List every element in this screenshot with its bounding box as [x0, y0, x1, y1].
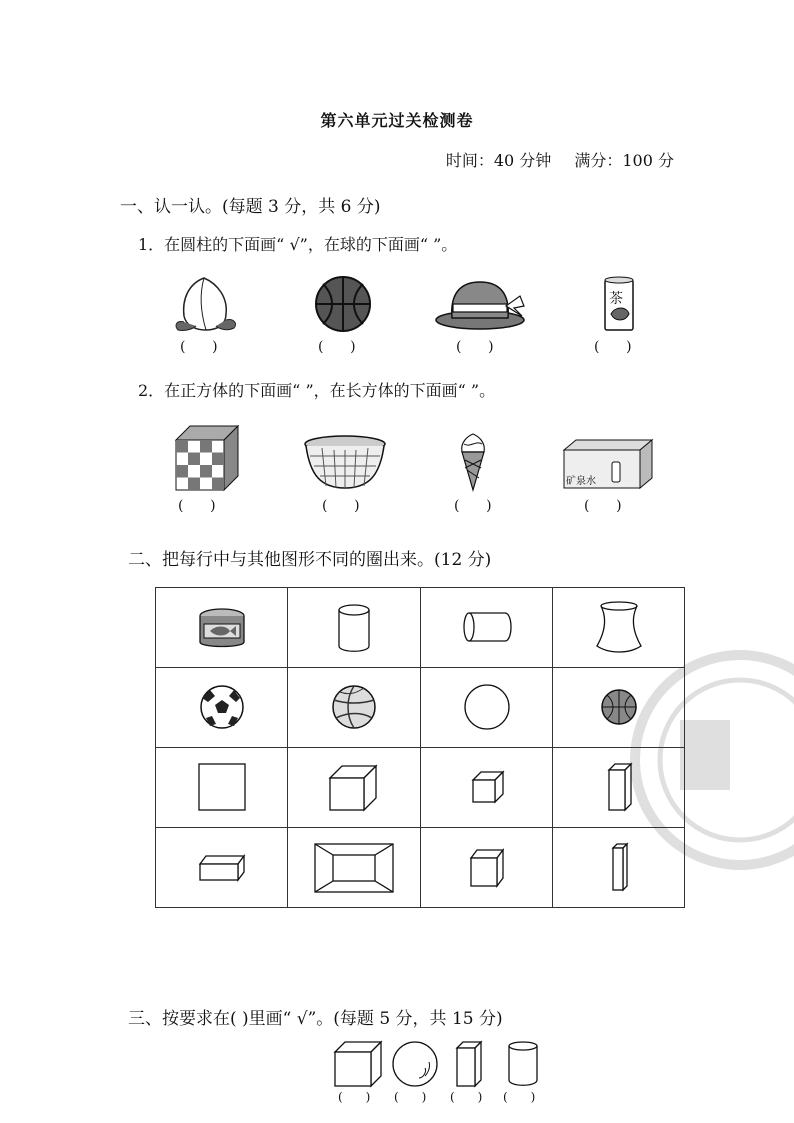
q1-answer-2[interactable]: ( ) [318, 339, 356, 355]
q2-answer-2[interactable]: ( ) [322, 498, 360, 514]
grid-cell[interactable] [420, 748, 552, 828]
frame-icon [288, 828, 420, 907]
grid-cell[interactable] [420, 668, 552, 748]
grid-cell[interactable] [420, 588, 552, 668]
grid-cell[interactable] [552, 748, 684, 828]
q2-answer-3[interactable]: ( ) [454, 498, 492, 514]
cylinder-upright-icon [288, 588, 420, 667]
square-icon [156, 748, 288, 827]
grid-cell[interactable] [552, 828, 684, 908]
q3-answer-1[interactable]: ( ) [338, 1090, 371, 1104]
full-score: 满分：100 分 [574, 151, 674, 170]
ice-cream-icon [458, 432, 488, 492]
section3-heading: 三、按要求在( )里画“ √”。(每题 5 分，共 15 分) [128, 1009, 503, 1029]
grid-cell[interactable] [156, 588, 288, 668]
q3-answer-2[interactable]: ( ) [394, 1090, 427, 1104]
flat-cuboid-icon [156, 828, 288, 907]
sphere-icon [391, 1040, 439, 1088]
grid-cell[interactable] [288, 748, 420, 828]
cuboid-icon [455, 1040, 485, 1088]
grid-cell[interactable] [552, 588, 684, 668]
page-title: 第六单元过关检测卷 [320, 111, 474, 130]
tall-cuboid-icon [553, 748, 685, 827]
fish-can-icon [156, 588, 288, 667]
tea-can-label: 茶 [609, 291, 623, 307]
q2-answer-4[interactable]: ( ) [584, 498, 622, 514]
soccer-ball-icon [156, 668, 288, 747]
grid-cell[interactable] [288, 668, 420, 748]
volleyball-icon [288, 668, 420, 747]
thin-prism-icon [553, 828, 685, 907]
grid-cell[interactable] [156, 828, 288, 908]
q3-answer-4[interactable]: ( ) [503, 1090, 536, 1104]
cube-icon [288, 748, 420, 827]
vase-icon [553, 588, 685, 667]
q2-text: 2．在正方体的下面画“ ”，在长方体的下面画“ ”。 [138, 381, 496, 400]
table-row [156, 588, 685, 668]
exam-meta [428, 148, 674, 171]
small-cube-icon [421, 748, 553, 827]
q2-answer-1[interactable]: ( ) [178, 498, 216, 514]
table-row [156, 828, 685, 908]
section1-heading: 一、认一认。(每题 3 分，共 6 分) [120, 197, 381, 217]
grid-cell[interactable] [420, 828, 552, 908]
q1-text: 1．在圆柱的下面画“ √”，在球的下面画“ ”。 [138, 235, 458, 254]
circle-icon [421, 668, 553, 747]
q1-answer-1[interactable]: ( ) [180, 339, 218, 355]
basket-icon [302, 434, 388, 492]
basketball-icon [553, 668, 685, 747]
cylinder-icon [506, 1040, 540, 1088]
grid-cell[interactable] [156, 668, 288, 748]
hat-icon [434, 276, 528, 332]
grid-cell[interactable] [552, 668, 684, 748]
q3-answer-3[interactable]: ( ) [450, 1090, 483, 1104]
section2-heading: 二、把每行中与其他图形不同的圈出来。(12 分) [128, 550, 492, 570]
cube-icon [421, 828, 553, 907]
grid-cell[interactable] [288, 828, 420, 908]
shape-grid [155, 587, 685, 908]
q1-answer-4[interactable]: ( ) [594, 339, 632, 355]
cube-icon [333, 1040, 383, 1088]
basketball-icon [313, 274, 373, 334]
water-box-label: 矿泉水 [566, 476, 596, 487]
peach-icon [170, 274, 240, 336]
grid-cell[interactable] [288, 588, 420, 668]
grid-cell[interactable] [156, 748, 288, 828]
table-row [156, 668, 685, 748]
cylinder-sideways-icon [421, 588, 553, 667]
time-limit: 时间：40 分钟 [445, 151, 552, 170]
table-row [156, 748, 685, 828]
rubik-cube-icon [172, 422, 242, 492]
q1-answer-3[interactable]: ( ) [456, 339, 494, 355]
